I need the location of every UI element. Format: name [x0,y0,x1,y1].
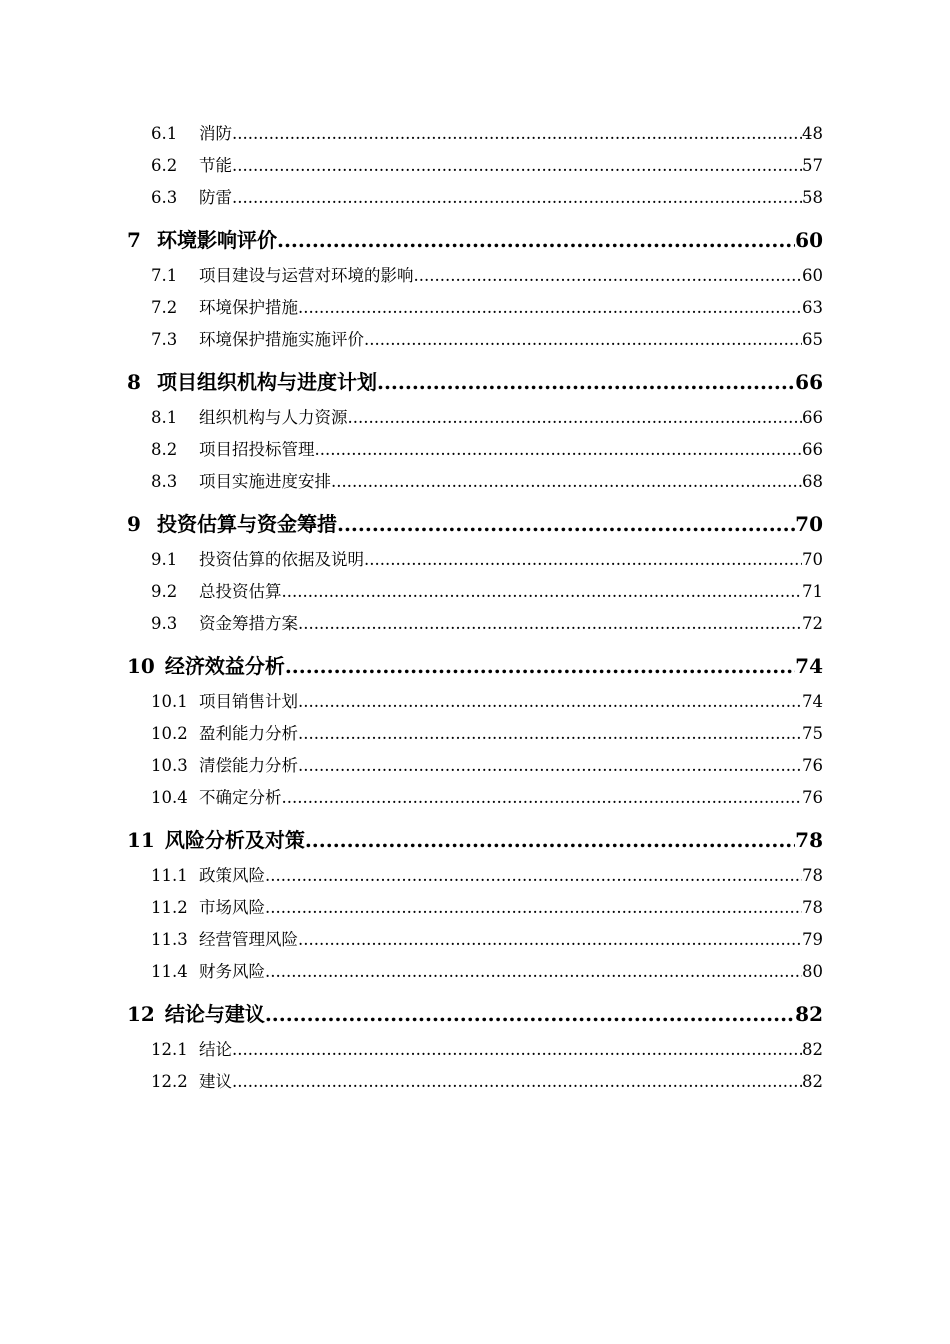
toc-entry-page-number: 74 [795,654,823,678]
toc-entry-title: 风险分析及对策 [164,828,305,852]
toc-entry-title: 组织机构与人力资源 [199,408,348,427]
toc-section-entry[interactable] [127,118,823,150]
toc-entry-title: 总投资估算 [199,582,282,601]
toc-entry-title: 防雷 [199,188,232,207]
toc-entry-title: 结论 [199,1040,232,1059]
toc-dot-leader [377,364,795,400]
toc-entry-title: 经济效益分析 [164,654,285,678]
toc-section-entry[interactable] [127,686,823,718]
toc-entry-title: 经营管理风险 [199,930,298,949]
toc-dot-leader [364,544,802,576]
toc-entry-number: 8.2 [151,440,178,459]
table-of-contents [127,118,823,1098]
toc-entry-number: 10.1 [151,692,188,711]
toc-section-entry[interactable] [127,924,823,956]
toc-section-entry[interactable] [127,892,823,924]
toc-dot-leader [265,892,802,924]
toc-entry-number: 7.2 [151,298,178,317]
toc-entry-page-number: 82 [802,1040,823,1059]
toc-section-entry[interactable] [127,544,823,576]
toc-entry-page-number: 74 [802,692,823,711]
toc-entry-title: 消防 [199,124,232,143]
toc-dot-leader [285,648,795,684]
toc-entry-title: 结论与建议 [164,1002,265,1026]
toc-entry-number: 12.2 [151,1072,188,1091]
toc-entry-page-number: 58 [802,188,823,207]
toc-entry-number: 11.3 [151,930,188,949]
toc-section-entry[interactable] [127,1034,823,1066]
toc-entry-number: 10.2 [151,724,188,743]
toc-dot-leader [232,118,802,150]
toc-entry-title: 建议 [199,1072,232,1091]
toc-dot-leader [232,1066,802,1098]
toc-entry-number: 9.2 [151,582,178,601]
toc-entry-page-number: 82 [795,1002,823,1026]
toc-entry-number: 9.3 [151,614,178,633]
toc-entry-page-number: 72 [802,614,823,633]
toc-entry-number: 12 [127,1002,155,1026]
toc-section-entry[interactable] [127,956,823,988]
toc-entry-page-number: 60 [802,266,823,285]
toc-entry-number: 11.2 [151,898,188,917]
toc-entry-title: 环境保护措施实施评价 [199,330,364,349]
toc-dot-leader [265,956,802,988]
toc-entry-page-number: 66 [795,370,823,394]
toc-entry-page-number: 68 [802,472,823,491]
toc-entry-page-number: 57 [802,156,823,175]
toc-dot-leader [265,996,795,1032]
toc-entry-title: 财务风险 [199,962,265,981]
toc-entry-page-number: 70 [802,550,823,569]
toc-entry-number: 10.3 [151,756,188,775]
toc-entry-title: 投资估算的依据及说明 [199,550,364,569]
toc-entry-title: 环境影响评价 [157,228,277,252]
toc-entry-page-number: 78 [802,866,823,885]
toc-section-entry[interactable] [127,324,823,356]
toc-dot-leader [298,718,802,750]
toc-entry-number: 8.3 [151,472,178,491]
toc-section-entry[interactable] [127,718,823,750]
toc-entry-page-number: 66 [802,408,823,427]
toc-entry-title: 清偿能力分析 [199,756,298,775]
toc-entry-title: 环境保护措施 [199,298,298,317]
toc-dot-leader [232,150,802,182]
toc-entry-number: 7 [127,228,141,252]
toc-entry-number: 11.1 [151,866,188,885]
toc-entry-number: 9 [127,512,141,536]
toc-entry-number: 6.3 [151,188,178,207]
toc-section-entry[interactable] [127,750,823,782]
toc-section-entry[interactable] [127,466,823,498]
toc-entry-page-number: 63 [802,298,823,317]
toc-entry-number: 10.4 [151,788,188,807]
toc-chapter-entry[interactable] [127,364,823,400]
toc-section-entry[interactable] [127,260,823,292]
toc-entry-page-number: 78 [802,898,823,917]
toc-dot-leader [298,608,802,640]
toc-section-entry[interactable] [127,434,823,466]
toc-entry-number: 11.4 [151,962,188,981]
toc-entry-page-number: 71 [802,582,823,601]
toc-entry-title: 资金筹措方案 [199,614,298,633]
toc-entry-number: 8.1 [151,408,178,427]
toc-dot-leader [331,466,802,498]
toc-entry-number: 11 [127,828,155,852]
toc-entry-number: 6.2 [151,156,178,175]
toc-section-entry[interactable] [127,782,823,814]
toc-dot-leader [315,434,803,466]
toc-entry-page-number: 48 [802,124,823,143]
toc-entry-page-number: 80 [802,962,823,981]
toc-dot-leader [298,686,802,718]
toc-section-entry[interactable] [127,860,823,892]
toc-entry-title: 项目销售计划 [199,692,298,711]
toc-dot-leader [232,1034,802,1066]
toc-dot-leader [298,750,802,782]
toc-entry-page-number: 76 [802,756,823,775]
toc-dot-leader [265,860,802,892]
toc-entry-title: 节能 [199,156,232,175]
toc-entry-page-number: 65 [802,330,823,349]
toc-section-entry[interactable] [127,576,823,608]
toc-dot-leader [305,822,795,858]
toc-section-entry[interactable] [127,1066,823,1098]
toc-section-entry[interactable] [127,150,823,182]
toc-entry-page-number: 70 [795,512,823,536]
toc-entry-page-number: 60 [795,228,823,252]
toc-dot-leader [298,292,802,324]
toc-dot-leader [298,924,802,956]
toc-section-entry[interactable] [127,292,823,324]
toc-entry-title: 市场风险 [199,898,265,917]
toc-chapter-entry[interactable] [127,822,823,858]
toc-dot-leader [348,402,803,434]
toc-dot-leader [414,260,803,292]
toc-entry-number: 8 [127,370,141,394]
toc-entry-title: 投资估算与资金筹措 [157,512,337,536]
toc-section-entry[interactable] [127,608,823,640]
toc-chapter-entry[interactable] [127,648,823,684]
toc-entry-number: 9.1 [151,550,178,569]
toc-chapter-entry[interactable] [127,222,823,258]
toc-section-entry[interactable] [127,402,823,434]
toc-entry-number: 6.1 [151,124,178,143]
toc-entry-number: 12.1 [151,1040,188,1059]
toc-section-entry[interactable] [127,182,823,214]
toc-entry-page-number: 76 [802,788,823,807]
toc-entry-title: 政策风险 [199,866,265,885]
toc-entry-page-number: 75 [802,724,823,743]
toc-entry-number: 7.3 [151,330,178,349]
toc-entry-number: 10 [127,654,155,678]
toc-dot-leader [282,782,803,814]
toc-entry-title: 不确定分析 [199,788,282,807]
toc-chapter-entry[interactable] [127,506,823,542]
toc-entry-number: 7.1 [151,266,178,285]
toc-entry-page-number: 66 [802,440,823,459]
toc-dot-leader [337,506,795,542]
toc-entry-title: 项目建设与运营对环境的影响 [199,266,414,285]
toc-dot-leader [364,324,802,356]
toc-entry-title: 盈利能力分析 [199,724,298,743]
toc-chapter-entry[interactable] [127,996,823,1032]
toc-entry-title: 项目招投标管理 [199,440,315,459]
toc-dot-leader [277,222,795,258]
toc-dot-leader [232,182,802,214]
toc-entry-title: 项目组织机构与进度计划 [157,370,377,394]
toc-entry-page-number: 78 [795,828,823,852]
toc-entry-page-number: 82 [802,1072,823,1091]
toc-entry-title: 项目实施进度安排 [199,472,331,491]
toc-entry-page-number: 79 [802,930,823,949]
toc-dot-leader [282,576,803,608]
